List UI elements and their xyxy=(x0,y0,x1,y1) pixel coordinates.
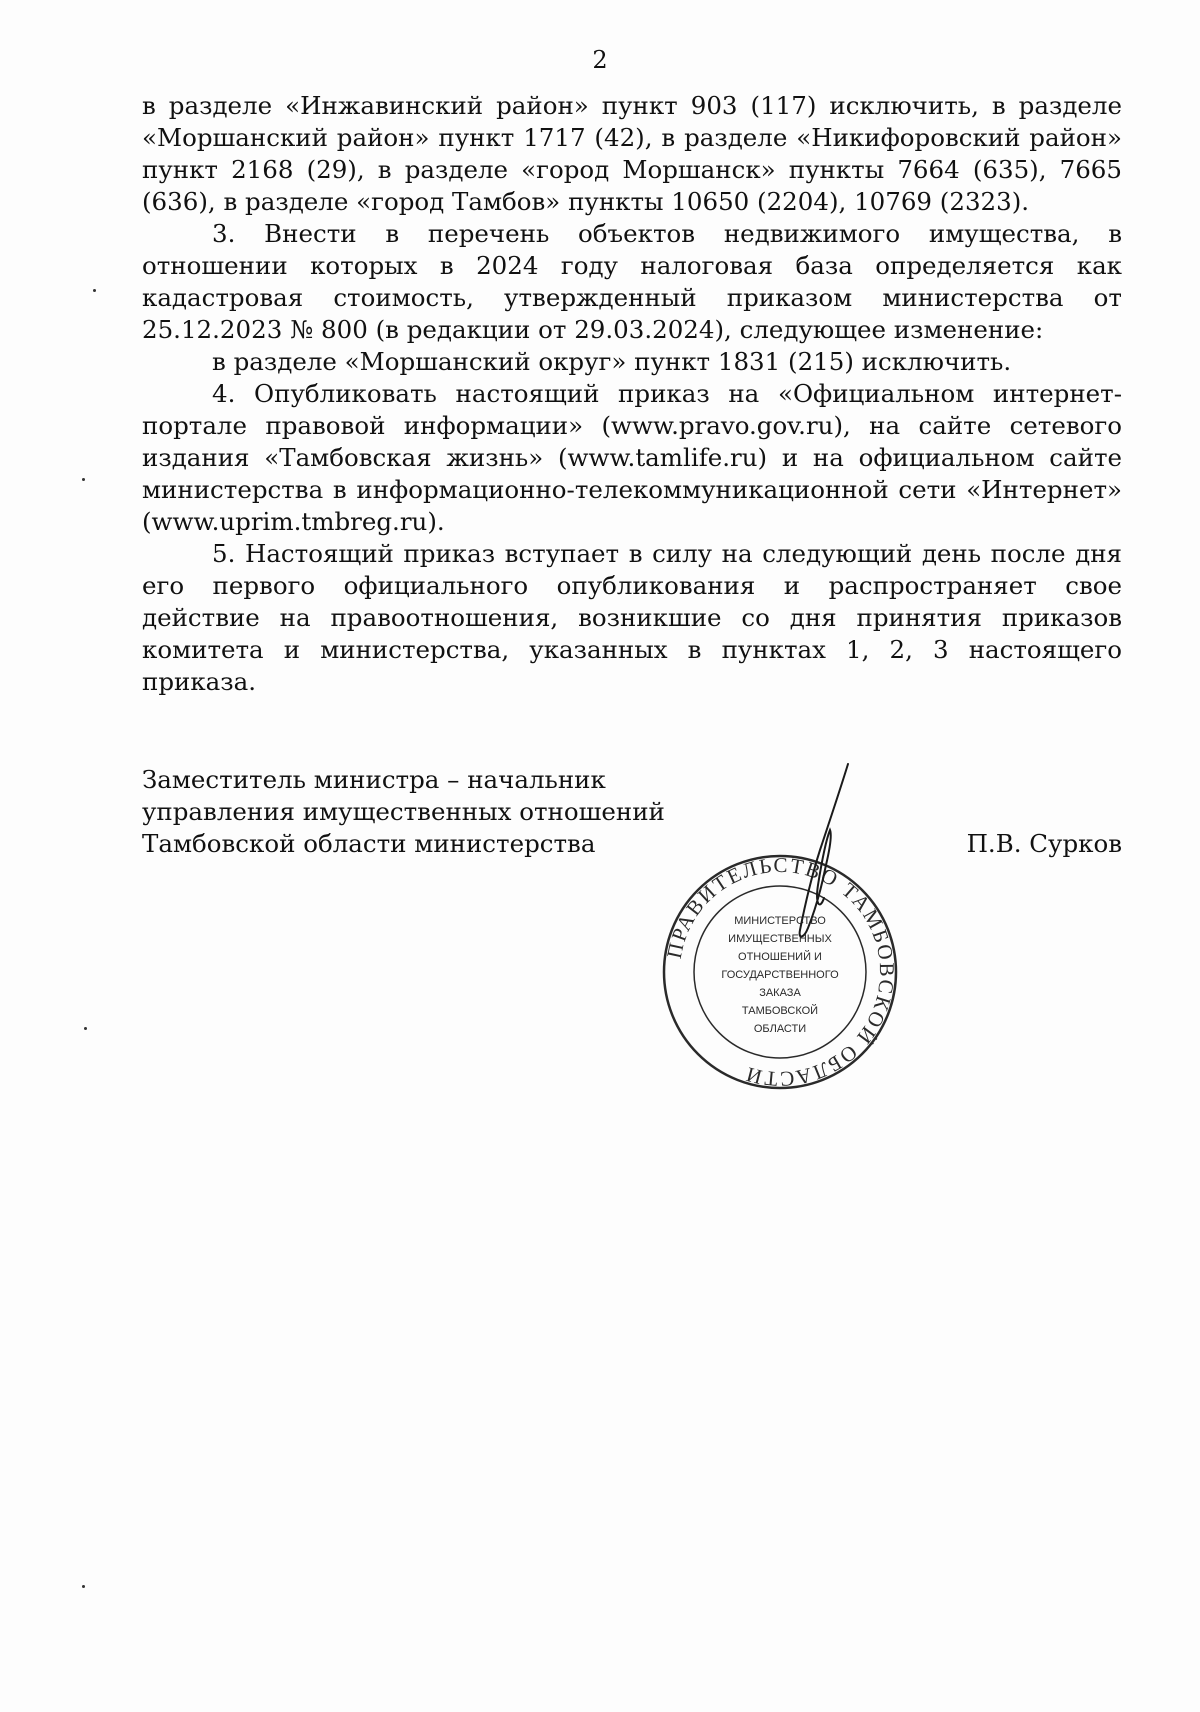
scan-speck xyxy=(82,1585,85,1588)
seal-inner-line: ЗАКАЗА xyxy=(759,987,801,999)
handwritten-signature xyxy=(760,760,880,960)
position-line: управления имущественных отношений xyxy=(142,797,665,826)
seal-inner-line: ОТНОШЕНИЙ И xyxy=(738,951,822,963)
paragraph-item-3: 3. Внести в перечень объектов недвижимого имущества, в отношении которых в 2024 году налоговая база определяется как кадастровая стоимость, утвержденный приказом министерства от 25.12.2023 № 800 (в редакции от 29.03.2024), следующее изменение: xyxy=(142,219,1122,344)
seal-inner-line: ТАМБОВСКОЙ xyxy=(741,1005,819,1017)
seal-inner-line: ОБЛАСТИ xyxy=(753,1023,807,1035)
paragraph-continuation: в разделе «Инжавинский район» пункт 903 (117) исключить, в разделе «Моршанский район» пункт 1717 (42), в разделе «Никифоровский район» пункт 2168 (29), в разделе «город Моршанск» пункты 7664 (635), 7665 (636), в разделе «город Тамбов» пункты 10650 (2204), 10769 (2323). xyxy=(142,91,1122,216)
position-line: Заместитель министра – начальник xyxy=(142,765,606,794)
signatory-name: П.В. Сурков xyxy=(966,829,1122,858)
signature-stroke xyxy=(800,764,848,937)
seal-inner-line: ИМУЩЕСТВЕННЫХ xyxy=(728,933,832,945)
seal-inner-line: МИНИСТЕРСТВО xyxy=(734,915,826,927)
paragraph-item-5: 5. Настоящий приказ вступает в силу на следующий день после дня его первого официального опубликования и распространяет свое действие на правоотношения, возникшие со дня принятия приказов комитета и министерства, указанных в пунктах 1, 2, 3 настоящего приказа. xyxy=(142,539,1122,696)
position-line: Тамбовской области министерства xyxy=(142,829,596,858)
scan-speck xyxy=(84,1027,87,1030)
seal-outer-text: ПРАВИТЕЛЬСТВО ТАМБОВСКОЙ ОБЛАСТИ xyxy=(661,852,900,1092)
paragraph-item-4-url: (www.uprim.tmbreg.ru). xyxy=(142,507,445,536)
paragraph-item-3-change: в разделе «Моршанский округ» пункт 1831 (215) исключить. xyxy=(212,347,1012,376)
scan-speck xyxy=(82,478,85,481)
seal-inner-line: ГОСУДАРСТВЕННОГО xyxy=(721,969,839,981)
document-body xyxy=(142,90,1122,698)
signatory-position xyxy=(142,764,702,860)
scan-speck xyxy=(93,289,96,292)
page-number: 2 xyxy=(592,46,608,74)
paragraph-item-4: 4. Опубликовать настоящий приказ на «Официальном интернет-портале правовой информации» (www.pravo.gov.ru), на сайте сетевого издания «Тамбовская жизнь» (www.tamlife.ru) и на официальном сайте министерства в информационно-телекоммуникационной сети «Интернет» xyxy=(142,379,1122,504)
